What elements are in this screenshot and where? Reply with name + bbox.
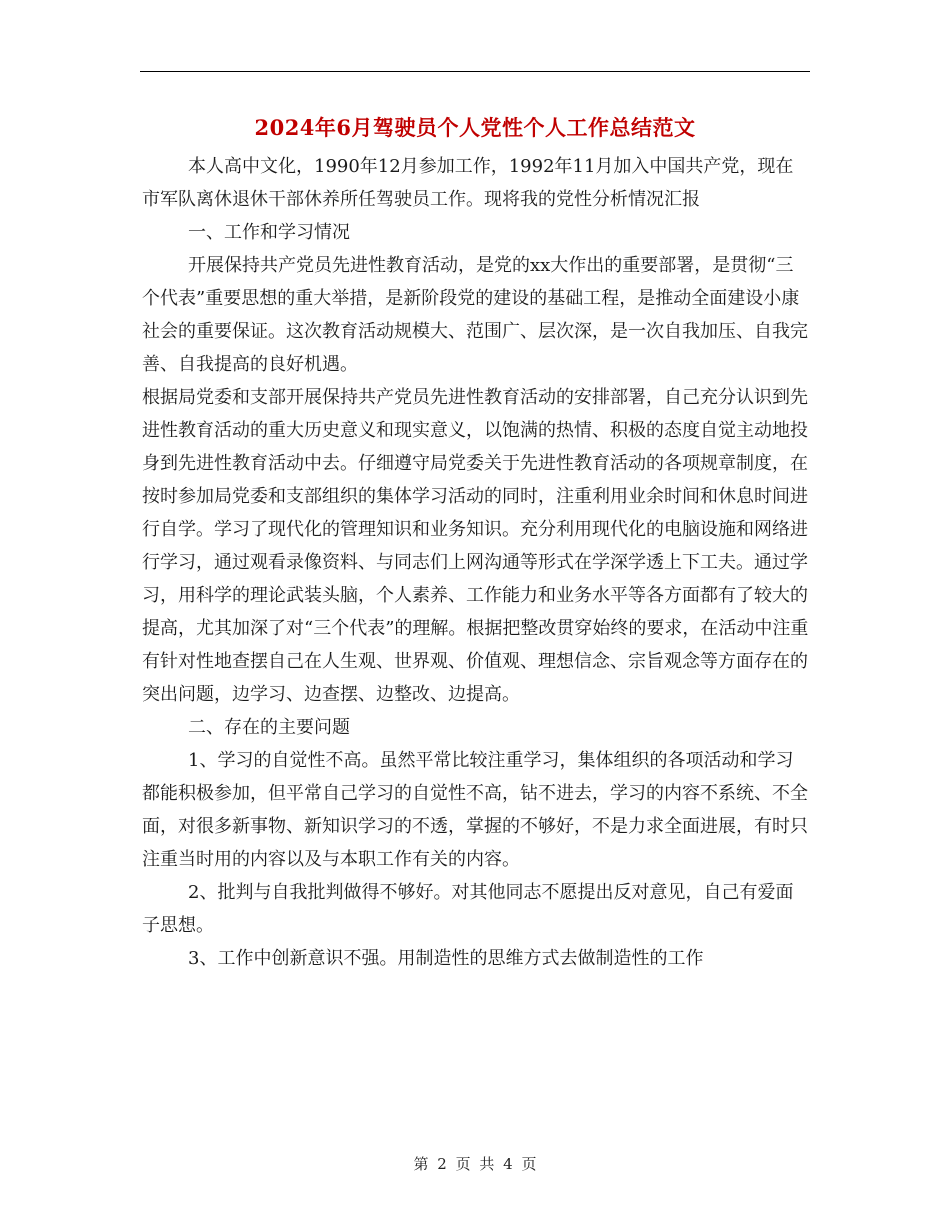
document-title: 2024年6月驾驶员个人党性个人工作总结范文 <box>254 115 696 140</box>
problem-item-2: 2、批判与自我批判做得不够好。对其他同志不愿提出反对意见，自己有爱面子思想。 <box>142 882 794 936</box>
paragraph-study-details: 根据局党委和支部开展保持共产党员先进性教育活动的安排部署，自己充分认识到先进性教育活动的重大历史意义和现实意义，以饱满的热情、积极的态度自觉主动地投身到先进性教育活动中去。仔细遵守局党委关于先进性教育活动的各项规章制度，在按时参加局党委和支部组织的集体学习活动的同时，注重利用业余时间和休息时间进行自学。学习了现代化的管理知识和业务知识。充分利用现代化的电脑设施和网络进行学习，通过观看录像资料、与同志们上网沟通等形式在学深学透上下工夫。通过学习，用科学的理论武装头脑，个人素养、工作能力和业务水平等各方面都有了较大的提高，尤其加深了对“三个代表”的理解。根据把整改贯穿始终的要求，在活动中注重有针对性地查摆自己在人生观、世界观、价值观、理想信念、宗旨观念等方面存在的突出问题，边学习、边查摆、边整改、边提高。 <box>142 387 809 705</box>
paragraph-intro: 本人高中文化，1990年12月参加工作，1992年11月加入中国共产党，现在市军队离休退休干部休养所任驾驶员工作。现将我的党性分析情况汇报 <box>142 156 794 210</box>
page-footer: 第 2 页 共 4 页 <box>413 1155 537 1173</box>
section-heading-problems: 二、存在的主要问题 <box>188 717 350 738</box>
document-body <box>142 150 810 975</box>
paragraph-education-activity: 开展保持共产党员先进性教育活动，是党的xx大作出的重要部署，是贯彻“三个代表”重要思想的重大举措，是新阶段党的建设的基础工程，是推动全面建设小康社会的重要保证。这次教育活动规模大、范围广、层次深，是一次自我加压、自我完善、自我提高的良好机遇。 <box>142 255 808 375</box>
header-rule <box>140 71 810 72</box>
problem-item-1: 1、学习的自觉性不高。虽然平常比较注重学习，集体组织的各项活动和学习都能积极参加，但平常自己学习的自觉性不高，钻不进去，学习的内容不系统、不全面，对很多新事物、新知识学习的不透，掌握的不够好，不是力求全面进展，有时只注重当时用的内容以及与本职工作有关的内容。 <box>142 750 808 870</box>
section-heading-work-study: 一、工作和学习情况 <box>188 222 350 243</box>
problem-item-3: 3、工作中创新意识不强。用制造性的思维方式去做制造性的工作 <box>188 948 704 969</box>
